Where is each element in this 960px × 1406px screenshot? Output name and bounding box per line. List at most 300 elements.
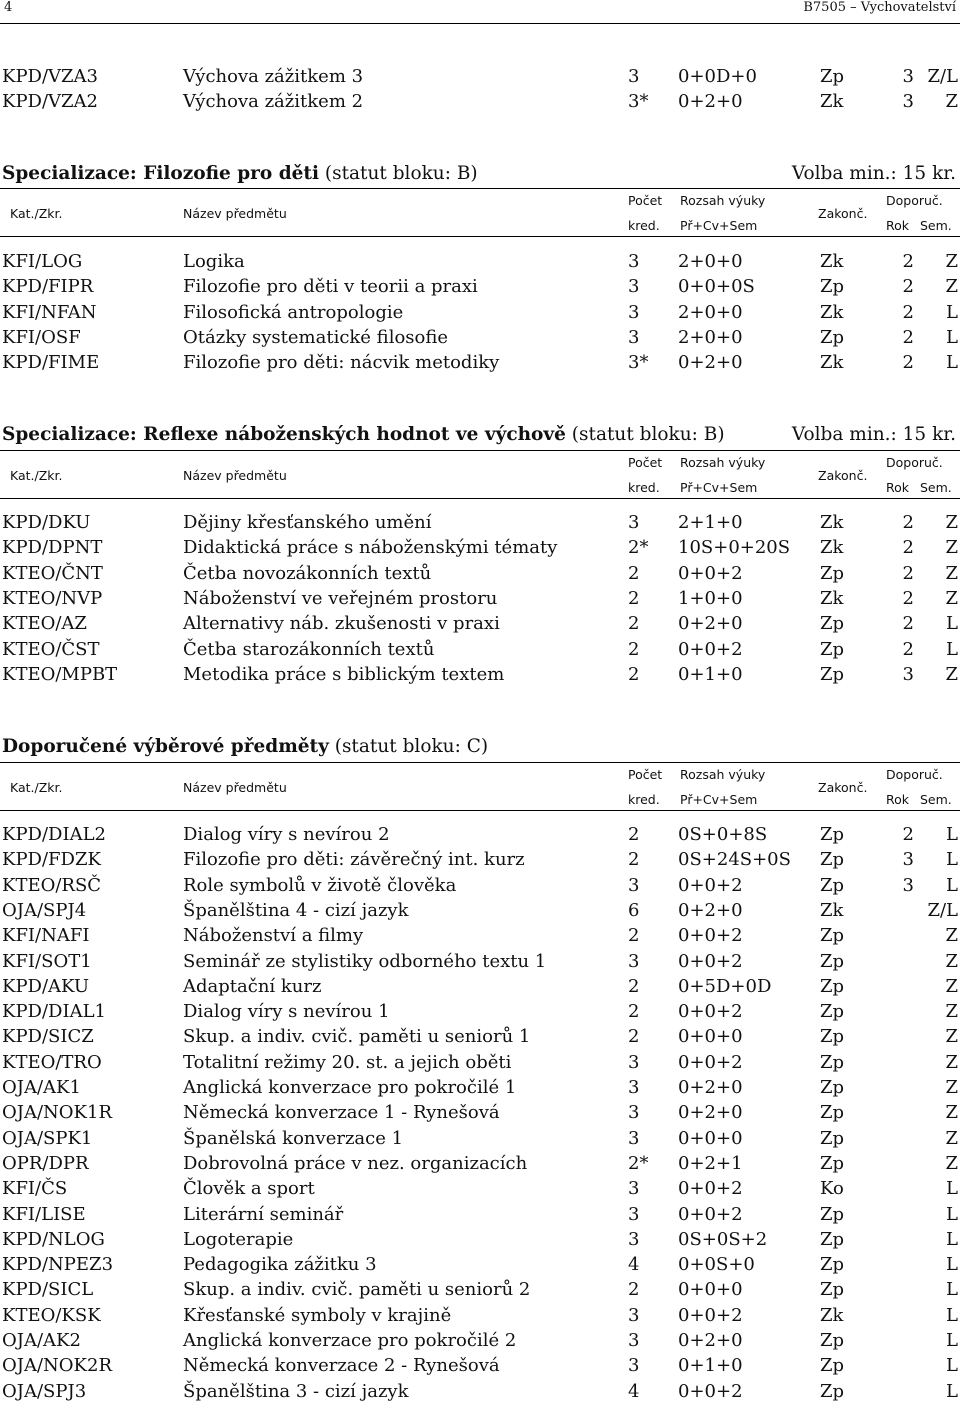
course-completion: Zk bbox=[820, 91, 844, 113]
column-header-pocet: Počet bbox=[628, 193, 663, 208]
column-header-rok: Rok bbox=[886, 792, 910, 807]
header-rule-top bbox=[0, 762, 960, 763]
course-name: Role symbolů v životě člověka bbox=[183, 874, 457, 896]
column-header-zakonc: Zakonč. bbox=[818, 468, 868, 483]
course-completion: Zp bbox=[820, 1026, 845, 1048]
course-hours: 0+0+2 bbox=[678, 1203, 743, 1225]
course-completion: Zp bbox=[820, 1279, 845, 1301]
course-hours: 0S+0+8S bbox=[678, 824, 768, 845]
course-hours: 0+2+1 bbox=[678, 1152, 743, 1174]
table-row bbox=[0, 350, 960, 375]
course-credits: 3 bbox=[628, 276, 640, 298]
table-row bbox=[0, 1176, 960, 1201]
course-hours: 0+1+0 bbox=[678, 1355, 743, 1377]
course-hours: 0+0+2 bbox=[678, 1178, 743, 1200]
section-title-status: (statut bloku: B) bbox=[565, 424, 725, 445]
recommended-year: 3 bbox=[902, 874, 914, 896]
column-header-pocet: Počet bbox=[628, 767, 663, 782]
section-min-credits: Volba min.: 15 kr. bbox=[791, 424, 956, 445]
course-credits: 3 bbox=[628, 1051, 640, 1073]
table-row bbox=[0, 300, 960, 325]
recommended-semester: Z bbox=[945, 91, 958, 113]
course-code: KFI/LISE bbox=[2, 1203, 86, 1225]
course-hours: 0+1+0 bbox=[678, 663, 743, 685]
course-hours: 0+0+2 bbox=[678, 925, 743, 947]
course-code: KFI/NAFI bbox=[2, 925, 90, 947]
table-row bbox=[0, 1126, 960, 1151]
column-header-doporuc: Doporuč. bbox=[886, 193, 943, 208]
course-hours: 0+0+2 bbox=[678, 562, 743, 584]
course-name: Dějiny křesťanského umění bbox=[183, 512, 432, 533]
course-hours: 0+2+0 bbox=[678, 613, 743, 635]
course-code: KPD/VZA2 bbox=[2, 91, 99, 113]
course-code: KTEO/AZ bbox=[2, 613, 87, 635]
column-header-doporuc: Doporuč. bbox=[886, 767, 943, 782]
course-credits: 3 bbox=[628, 251, 640, 272]
table-row bbox=[0, 586, 960, 611]
column-header-kat: Kat./Zkr. bbox=[10, 468, 63, 483]
column-header-nazev: Název předmětu bbox=[183, 206, 287, 221]
table-row bbox=[0, 949, 960, 974]
course-code: KFI/NFAN bbox=[2, 301, 97, 323]
course-hours: 0+0S+0 bbox=[678, 1254, 755, 1276]
column-header-kat: Kat./Zkr. bbox=[10, 780, 63, 795]
column-header-doporuc: Doporuč. bbox=[886, 455, 943, 470]
course-code: OJA/AK2 bbox=[2, 1330, 81, 1351]
header-rule-bottom bbox=[0, 236, 960, 237]
course-credits: 2 bbox=[628, 638, 640, 660]
course-hours: 0+2+0 bbox=[678, 1102, 743, 1124]
table-row bbox=[0, 898, 960, 923]
table-row bbox=[0, 1024, 960, 1049]
column-header-rok: Rok bbox=[886, 480, 910, 495]
course-hours: 0+0+0S bbox=[678, 276, 755, 298]
section-title-bold: Doporučené výběrové předměty bbox=[2, 736, 329, 757]
course-credits: 2 bbox=[628, 1001, 640, 1023]
course-name: Španělská konverzace 1 bbox=[183, 1127, 404, 1149]
recommended-year: 2 bbox=[902, 562, 914, 584]
course-hours: 1+0+0 bbox=[678, 587, 743, 609]
header-rule-bottom bbox=[0, 498, 960, 499]
recommended-semester: Z bbox=[945, 1026, 958, 1048]
course-completion: Zp bbox=[820, 276, 845, 298]
course-credits: 3 bbox=[628, 1355, 640, 1377]
course-completion: Zk bbox=[820, 899, 844, 921]
course-name: Německá konverzace 1 - Rynešová bbox=[183, 1102, 500, 1124]
course-name: Výchova zážitkem 2 bbox=[183, 91, 364, 113]
course-hours: 0S+24S+0S bbox=[678, 849, 791, 871]
table-row bbox=[0, 1353, 960, 1378]
course-completion: Zp bbox=[820, 562, 845, 584]
course-credits: 3 bbox=[628, 950, 640, 972]
recommended-year: 2 bbox=[902, 326, 914, 348]
course-name: Logika bbox=[183, 251, 245, 272]
course-credits: 2 bbox=[628, 587, 640, 609]
course-completion: Zk bbox=[820, 251, 844, 272]
course-completion: Ko bbox=[820, 1178, 844, 1200]
table-row bbox=[0, 535, 960, 560]
course-completion: Zp bbox=[820, 1051, 845, 1073]
course-name: Náboženství ve veřejném prostoru bbox=[183, 587, 498, 609]
table-row bbox=[0, 637, 960, 662]
recommended-semester: Z bbox=[945, 512, 958, 533]
table-row bbox=[0, 822, 960, 847]
course-hours: 0+2+0 bbox=[678, 352, 743, 374]
course-completion: Zp bbox=[820, 1355, 845, 1377]
course-code: OJA/SPK1 bbox=[2, 1127, 93, 1149]
course-hours: 10S+0+20S bbox=[678, 537, 791, 559]
section-title-status: (statut bloku: B) bbox=[318, 163, 478, 184]
table-row bbox=[0, 611, 960, 636]
course-credits: 3 bbox=[628, 1178, 640, 1200]
course-name: Literární seminář bbox=[183, 1203, 344, 1225]
header-rule-top bbox=[0, 188, 960, 189]
course-credits: 3 bbox=[628, 1304, 640, 1326]
course-name: Adaptační kurz bbox=[183, 975, 322, 997]
course-name: Anglická konverzace pro pokročilé 1 bbox=[183, 1077, 517, 1098]
recommended-semester: Z bbox=[945, 975, 958, 997]
page-header bbox=[0, 0, 960, 26]
course-completion: Zp bbox=[820, 1001, 845, 1023]
course-code: KTEO/ČST bbox=[2, 638, 100, 660]
section-title bbox=[2, 734, 762, 760]
course-name: Metodika práce s biblickým textem bbox=[183, 663, 505, 685]
course-hours: 0+0+2 bbox=[678, 1051, 743, 1073]
table-row bbox=[0, 249, 960, 274]
column-header-prcv: Př+Cv+Sem bbox=[680, 792, 758, 807]
course-hours: 0+0+2 bbox=[678, 1380, 743, 1402]
course-credits: 2* bbox=[628, 537, 649, 559]
course-name: Didaktická práce s náboženskými tématy bbox=[183, 537, 558, 559]
table-row bbox=[0, 1303, 960, 1328]
recommended-year: 2 bbox=[902, 638, 914, 660]
course-completion: Zk bbox=[820, 512, 844, 533]
column-header-zakonc: Zakonč. bbox=[818, 780, 868, 795]
course-name: Otázky systematické filosofie bbox=[183, 326, 449, 348]
recommended-semester: Z bbox=[945, 587, 958, 609]
course-name: Četba novozákonních textů bbox=[183, 562, 432, 584]
course-name: Španělština 3 - cizí jazyk bbox=[183, 1380, 409, 1402]
course-completion: Zp bbox=[820, 1102, 845, 1124]
course-completion: Zp bbox=[820, 663, 845, 685]
column-header-sem: Sem. bbox=[920, 480, 952, 495]
recommended-semester: L bbox=[946, 1279, 958, 1301]
recommended-semester: L bbox=[946, 1254, 958, 1276]
recommended-semester: Z bbox=[945, 1001, 958, 1023]
course-hours: 0+2+0 bbox=[678, 899, 743, 921]
course-completion: Zk bbox=[820, 1304, 844, 1326]
recommended-year: 3 bbox=[902, 663, 914, 685]
section-min-credits: Volba min.: 15 kr. bbox=[791, 163, 956, 184]
course-name: Španělština 4 - cizí jazyk bbox=[183, 899, 409, 921]
course-credits: 3* bbox=[628, 352, 649, 374]
course-name: Skup. a indiv. cvič. paměti u seniorů 2 bbox=[183, 1279, 531, 1301]
course-hours: 0+2+0 bbox=[678, 1330, 743, 1351]
recommended-semester: Z bbox=[945, 1152, 958, 1174]
course-completion: Zk bbox=[820, 587, 844, 609]
course-name: Dialog víry s nevírou 2 bbox=[183, 824, 390, 845]
course-completion: Zp bbox=[820, 1254, 845, 1276]
table-row bbox=[0, 1328, 960, 1353]
course-name: Filozofie pro děti v teorii a praxi bbox=[183, 276, 478, 298]
course-code: OJA/AK1 bbox=[2, 1077, 81, 1098]
course-completion: Zp bbox=[820, 874, 845, 896]
course-credits: 3 bbox=[628, 1102, 640, 1124]
course-completion: Zk bbox=[820, 301, 844, 323]
course-name: Skup. a indiv. cvič. paměti u seniorů 1 bbox=[183, 1026, 531, 1048]
course-code: KPD/FDZK bbox=[2, 849, 101, 871]
course-name: Výchova zážitkem 3 bbox=[183, 66, 364, 87]
column-header-zakonc: Zakonč. bbox=[818, 206, 868, 221]
course-code: KTEO/NVP bbox=[2, 587, 103, 609]
recommended-semester: Z bbox=[945, 537, 958, 559]
recommended-semester: L bbox=[946, 1304, 958, 1326]
course-name: Pedagogika zážitku 3 bbox=[183, 1254, 377, 1276]
course-completion: Zp bbox=[820, 824, 845, 845]
table-row bbox=[0, 1151, 960, 1176]
column-header-pocet: Počet bbox=[628, 455, 663, 470]
column-header-nazev: Název předmětu bbox=[183, 780, 287, 795]
column-header-kred: kred. bbox=[628, 218, 660, 233]
course-credits: 3 bbox=[628, 66, 640, 87]
section-title-status: (statut bloku: C) bbox=[328, 736, 489, 757]
table-row bbox=[0, 1100, 960, 1125]
table-row bbox=[0, 974, 960, 999]
course-code: KPD/DIAL1 bbox=[2, 1001, 107, 1023]
course-name: Filosofická antropologie bbox=[183, 301, 404, 323]
section-title-bold: Specializace: Filozofie pro děti bbox=[2, 163, 319, 184]
recommended-year: 2 bbox=[902, 587, 914, 609]
course-completion: Zk bbox=[820, 537, 844, 559]
course-credits: 3 bbox=[628, 1228, 640, 1250]
course-hours: 2+0+0 bbox=[678, 326, 743, 348]
course-hours: 2+0+0 bbox=[678, 301, 743, 323]
course-code: KFI/OSF bbox=[2, 326, 81, 348]
course-code: KTEO/KSK bbox=[2, 1304, 101, 1326]
page-number: 4 bbox=[4, 0, 13, 15]
course-credits: 2 bbox=[628, 663, 640, 685]
course-name: Četba starozákonních textů bbox=[183, 638, 435, 660]
recommended-semester: L bbox=[946, 874, 958, 896]
course-credits: 3* bbox=[628, 91, 649, 113]
course-completion: Zp bbox=[820, 849, 845, 871]
recommended-year: 2 bbox=[902, 512, 914, 533]
course-completion: Zp bbox=[820, 1152, 845, 1174]
course-credits: 4 bbox=[628, 1380, 640, 1402]
course-code: KPD/SICZ bbox=[2, 1026, 94, 1048]
course-credits: 2 bbox=[628, 562, 640, 584]
course-name: Logoterapie bbox=[183, 1228, 294, 1250]
table-row bbox=[0, 1202, 960, 1227]
course-credits: 2 bbox=[628, 1026, 640, 1048]
column-header-kred: kred. bbox=[628, 792, 660, 807]
course-hours: 0S+0S+2 bbox=[678, 1228, 768, 1250]
course-code: KPD/FIPR bbox=[2, 276, 94, 298]
recommended-year: 2 bbox=[902, 824, 914, 845]
table-row bbox=[0, 325, 960, 350]
recommended-semester: Z/L bbox=[927, 899, 958, 921]
course-credits: 2 bbox=[628, 925, 640, 947]
course-code: KPD/NLOG bbox=[2, 1228, 105, 1250]
course-code: OJA/SPJ3 bbox=[2, 1380, 87, 1402]
table-row bbox=[0, 1227, 960, 1252]
table-header bbox=[0, 450, 960, 500]
recommended-semester: L bbox=[946, 1355, 958, 1377]
course-code: KFI/SOT1 bbox=[2, 950, 92, 972]
recommended-semester: Z bbox=[945, 1051, 958, 1073]
recommended-year: 2 bbox=[902, 276, 914, 298]
table-row bbox=[0, 1075, 960, 1100]
table-row bbox=[0, 1277, 960, 1302]
recommended-semester: Z bbox=[945, 1102, 958, 1124]
course-credits: 3 bbox=[628, 1127, 640, 1149]
course-credits: 2 bbox=[628, 1279, 640, 1301]
course-hours: 0+5D+0D bbox=[678, 975, 772, 997]
column-header-kred: kred. bbox=[628, 480, 660, 495]
course-credits: 3 bbox=[628, 512, 640, 533]
section-title bbox=[2, 161, 762, 187]
table-header bbox=[0, 188, 960, 238]
header-rule bbox=[0, 23, 960, 24]
column-header-sem: Sem. bbox=[920, 792, 952, 807]
column-header-prcv: Př+Cv+Sem bbox=[680, 218, 758, 233]
course-name: Filozofie pro děti: závěrečný int. kurz bbox=[183, 849, 525, 871]
course-completion: Zp bbox=[820, 1380, 845, 1402]
recommended-semester: Z bbox=[945, 925, 958, 947]
table-row bbox=[0, 561, 960, 586]
course-name: Dobrovolná práce v nez. organizacích bbox=[183, 1152, 528, 1174]
course-code: KTEO/ČNT bbox=[2, 562, 103, 584]
recommended-semester: Z bbox=[945, 562, 958, 584]
course-credits: 3 bbox=[628, 1077, 640, 1098]
section-title bbox=[2, 422, 762, 448]
course-hours: 0+0+2 bbox=[678, 874, 743, 896]
course-name: Křesťanské symboly v krajině bbox=[183, 1304, 452, 1326]
course-code: KPD/DPNT bbox=[2, 537, 103, 559]
recommended-year: 3 bbox=[902, 91, 914, 113]
column-header-rozsah: Rozsah výuky bbox=[680, 767, 766, 782]
course-credits: 3 bbox=[628, 1203, 640, 1225]
course-hours: 0+2+0 bbox=[678, 1077, 743, 1098]
course-code: KTEO/MPBT bbox=[2, 663, 118, 685]
table-row bbox=[0, 64, 960, 89]
course-code: KPD/DIAL2 bbox=[2, 824, 107, 845]
header-rule-bottom bbox=[0, 810, 960, 811]
recommended-year: 2 bbox=[902, 301, 914, 323]
course-credits: 2* bbox=[628, 1152, 649, 1174]
table-row bbox=[0, 1050, 960, 1075]
course-hours: 0+0+0 bbox=[678, 1127, 743, 1149]
running-title: B7505 – Vychovatelství bbox=[803, 0, 956, 15]
recommended-semester: L bbox=[946, 352, 958, 374]
course-name: Anglická konverzace pro pokročilé 2 bbox=[183, 1330, 517, 1351]
course-code: OPR/DPR bbox=[2, 1152, 89, 1174]
table-row bbox=[0, 923, 960, 948]
course-code: OJA/SPJ4 bbox=[2, 899, 87, 921]
course-hours: 2+1+0 bbox=[678, 512, 743, 533]
course-hours: 0+0+2 bbox=[678, 1304, 743, 1326]
course-completion: Zp bbox=[820, 1077, 845, 1098]
course-code: OJA/NOK1R bbox=[2, 1102, 112, 1124]
course-code: KPD/DKU bbox=[2, 512, 91, 533]
section-title-bold: Specializace: Reflexe náboženských hodnot ve výchově bbox=[2, 424, 566, 445]
course-name: Alternativy náb. zkušenosti v praxi bbox=[183, 613, 500, 635]
course-completion: Zp bbox=[820, 1228, 845, 1250]
column-header-nazev: Název předmětu bbox=[183, 468, 287, 483]
course-code: KFI/LOG bbox=[2, 251, 83, 272]
course-code: KTEO/RSČ bbox=[2, 874, 102, 896]
course-completion: Zk bbox=[820, 352, 844, 374]
course-code: KPD/NPEZ3 bbox=[2, 1254, 114, 1276]
column-header-kat: Kat./Zkr. bbox=[10, 206, 63, 221]
column-header-rozsah: Rozsah výuky bbox=[680, 193, 766, 208]
recommended-semester: L bbox=[946, 1330, 958, 1351]
course-completion: Zp bbox=[820, 950, 845, 972]
course-completion: Zp bbox=[820, 975, 845, 997]
course-code: KTEO/TRO bbox=[2, 1051, 102, 1073]
recommended-semester: L bbox=[946, 326, 958, 348]
recommended-year: 3 bbox=[902, 849, 914, 871]
course-credits: 3 bbox=[628, 301, 640, 323]
recommended-semester: Z bbox=[945, 663, 958, 685]
course-credits: 6 bbox=[628, 899, 640, 921]
course-completion: Zp bbox=[820, 925, 845, 947]
course-name: Náboženství a filmy bbox=[183, 925, 364, 947]
course-credits: 3 bbox=[628, 874, 640, 896]
course-completion: Zp bbox=[820, 66, 845, 87]
course-credits: 4 bbox=[628, 1254, 640, 1276]
table-row bbox=[0, 1379, 960, 1404]
course-name: Filozofie pro děti: nácvik metodiky bbox=[183, 352, 500, 374]
table-row bbox=[0, 89, 960, 114]
course-hours: 0+0D+0 bbox=[678, 66, 757, 87]
recommended-semester: L bbox=[946, 824, 958, 845]
course-hours: 0+0+0 bbox=[678, 1026, 743, 1048]
course-credits: 2 bbox=[628, 824, 640, 845]
recommended-year: 3 bbox=[902, 66, 914, 87]
course-hours: 0+0+2 bbox=[678, 950, 743, 972]
column-header-rozsah: Rozsah výuky bbox=[680, 455, 766, 470]
course-completion: Zp bbox=[820, 613, 845, 635]
recommended-year: 2 bbox=[902, 537, 914, 559]
course-hours: 0+2+0 bbox=[678, 91, 743, 113]
recommended-semester: L bbox=[946, 301, 958, 323]
course-credits: 3 bbox=[628, 326, 640, 348]
course-code: KPD/SICL bbox=[2, 1279, 94, 1301]
recommended-semester: Z bbox=[945, 276, 958, 298]
course-name: Seminář ze stylistiky odborného textu 1 bbox=[183, 950, 547, 972]
table-row bbox=[0, 510, 960, 535]
course-code: KFI/ČS bbox=[2, 1178, 68, 1200]
course-credits: 2 bbox=[628, 849, 640, 871]
course-credits: 2 bbox=[628, 975, 640, 997]
course-hours: 0+0+0 bbox=[678, 1279, 743, 1301]
recommended-semester: L bbox=[946, 638, 958, 660]
recommended-semester: Z bbox=[945, 950, 958, 972]
recommended-semester: L bbox=[946, 1228, 958, 1250]
recommended-semester: Z bbox=[945, 251, 958, 272]
table-header bbox=[0, 762, 960, 812]
course-hours: 0+0+2 bbox=[678, 1001, 743, 1023]
table-row bbox=[0, 662, 960, 687]
course-hours: 0+0+2 bbox=[678, 638, 743, 660]
recommended-semester: L bbox=[946, 613, 958, 635]
table-row bbox=[0, 847, 960, 872]
course-completion: Zp bbox=[820, 1330, 845, 1351]
recommended-semester: Z bbox=[945, 1077, 958, 1098]
column-header-rok: Rok bbox=[886, 218, 910, 233]
recommended-year: 2 bbox=[902, 613, 914, 635]
